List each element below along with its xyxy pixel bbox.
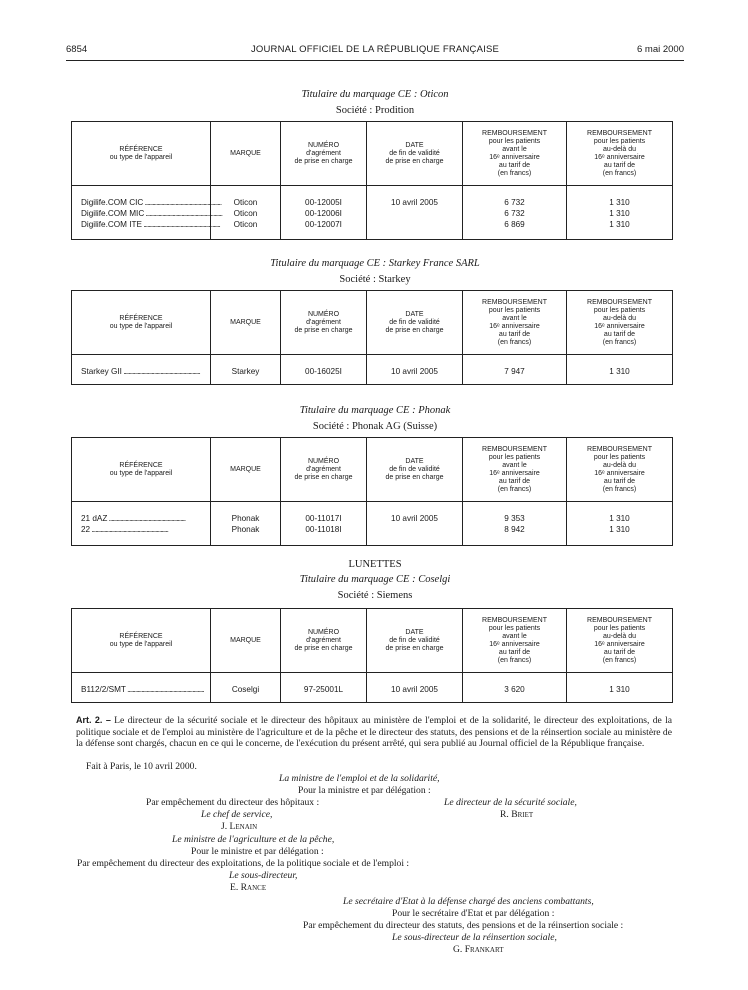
table-row-date	[367, 197, 462, 208]
cell-date	[367, 673, 463, 703]
table-row-apres	[567, 219, 672, 230]
header-line: DATE	[405, 628, 424, 636]
header-line: ou type de l'appareil	[109, 322, 173, 330]
header-line: REMBOURSEMENT	[587, 298, 652, 306]
reference-value: B112/2/SMT	[81, 685, 126, 694]
table-row-reference	[81, 684, 210, 695]
cell-reference	[72, 673, 211, 703]
table-row-reference	[81, 219, 220, 230]
header-line: pour les patients	[488, 137, 541, 145]
apres-value: 1 310	[609, 525, 630, 534]
reference-value: Starkey GII	[81, 367, 122, 376]
sig-directeur-securite-sociale: Le directeur de la sécurité sociale,	[444, 797, 577, 808]
leader-dots: ............................................................	[90, 525, 168, 534]
table-row-avant	[463, 513, 566, 524]
column-header-remb-apres	[567, 122, 673, 186]
header-line: (en francs)	[497, 656, 532, 664]
cell-marque	[211, 355, 281, 385]
table-row-date	[367, 208, 462, 219]
column-header-reference	[72, 438, 211, 502]
cell-reference	[72, 186, 222, 240]
table-row-date	[367, 219, 462, 230]
table-row-reference	[81, 524, 210, 535]
table-row-numero	[281, 197, 366, 208]
header-rule	[66, 60, 684, 61]
header-line: avant le	[502, 314, 527, 322]
cell-apres	[567, 186, 673, 240]
header-line: (en francs)	[602, 656, 637, 664]
sig-empechement-hopitaux: Par empêchement du directeur des hôpitaux :	[146, 797, 320, 808]
body-row	[72, 355, 673, 385]
header-line: de fin de validité	[389, 465, 440, 473]
header-line: DATE	[405, 141, 424, 149]
header-line: DATE	[405, 310, 424, 318]
header-line: 16ᵉ anniversaire	[594, 153, 645, 161]
table-row-apres	[567, 524, 672, 535]
marque-value: Starkey	[231, 367, 260, 376]
numero-value: 00-12005I	[305, 198, 342, 207]
column-header-reference	[72, 122, 211, 186]
table-row-apres	[567, 366, 672, 377]
header-line: NUMÉRO	[307, 457, 340, 465]
date-value: 10 avril 2005	[391, 198, 438, 207]
table-row-numero	[281, 208, 366, 219]
table-row-avant	[463, 197, 566, 208]
leader-dots: ............................................................	[144, 209, 222, 218]
header-line: au tarif de	[498, 330, 531, 338]
reference-value: Digilife.COM MIC	[81, 209, 145, 218]
societe-caption: Société : Prodition	[335, 105, 415, 116]
apres-value: 1 310	[609, 685, 630, 694]
header-line: d'agrément	[306, 318, 341, 326]
avant-value: 7 947	[504, 367, 525, 376]
sig-empechement-statuts: Par empêchement du directeur des statuts, des pensions et de la réinsertion sociale :	[303, 920, 624, 931]
cell-numero	[281, 673, 367, 703]
numero-value: 97-25001L	[303, 685, 344, 694]
header-line: RÉFÉRENCE	[119, 632, 163, 640]
header-line: de prise en charge	[385, 157, 444, 165]
avant-value: 6 869	[504, 220, 525, 229]
cell-avant	[463, 502, 567, 546]
cell-avant	[463, 673, 567, 703]
header-line: MARQUE	[230, 636, 261, 644]
header-line: REMBOURSEMENT	[482, 129, 547, 137]
table-row-apres	[567, 513, 672, 524]
sig-name-frankart: G. Frankart	[453, 944, 504, 955]
cell-avant	[463, 355, 567, 385]
header-line: au tarif de	[603, 161, 636, 169]
table-row-date	[367, 524, 462, 535]
table-row-date	[367, 513, 462, 524]
sig-name-lenain: J. Lenain	[221, 821, 258, 832]
marque-value: Coselgi	[231, 685, 260, 694]
sig-name-briet: R. Briet	[500, 809, 534, 820]
header-line: REMBOURSEMENT	[587, 129, 652, 137]
titulaire-caption: Titulaire du marquage CE : Oticon	[301, 89, 449, 100]
societe-caption: Société : Phonak AG (Suisse)	[312, 421, 438, 432]
avant-value: 6 732	[504, 209, 525, 218]
column-header-numero	[281, 609, 367, 673]
header-line: pour les patients	[593, 624, 646, 632]
leader-dots: ............................................................	[143, 198, 222, 207]
header-line: au tarif de	[498, 477, 531, 485]
header-line: au tarif de	[603, 477, 636, 485]
cell-reference	[72, 355, 211, 385]
header-line: REMBOURSEMENT	[587, 616, 652, 624]
header-line: 16ᵉ anniversaire	[594, 640, 645, 648]
cell-apres	[567, 502, 673, 546]
table-row-numero	[281, 684, 366, 695]
table-row-numero	[281, 219, 366, 230]
header-line: avant le	[502, 145, 527, 153]
avant-value: 8 942	[504, 525, 525, 534]
header-row	[72, 438, 673, 502]
cell-apres	[567, 673, 673, 703]
leader-dots: ............................................................	[107, 514, 186, 523]
table-row-numero	[281, 513, 366, 524]
header-line: MARQUE	[230, 318, 261, 326]
avant-value: 9 353	[504, 514, 525, 523]
table-row-marque	[211, 684, 280, 695]
column-header-date	[367, 122, 463, 186]
header-line: REMBOURSEMENT	[587, 445, 652, 453]
column-header-marque	[211, 291, 281, 355]
header-line: avant le	[502, 461, 527, 469]
table-row-date	[367, 684, 462, 695]
header-line: DATE	[405, 457, 424, 465]
numero-value: 00-12007I	[305, 220, 342, 229]
header-line: de prise en charge	[294, 644, 353, 652]
header-line: de prise en charge	[385, 473, 444, 481]
column-header-remb-avant	[463, 122, 567, 186]
leader-dots: ............................................................	[125, 685, 204, 694]
header-line: de prise en charge	[385, 326, 444, 334]
header-line: 16ᵉ anniversaire	[489, 640, 540, 648]
header-line: au-delà du	[602, 145, 637, 153]
header-line: de prise en charge	[294, 157, 353, 165]
header-row	[72, 122, 673, 186]
sig-delegation-2: Pour le ministre et par délégation :	[191, 846, 324, 857]
header-line: d'agrément	[306, 465, 341, 473]
column-header-numero	[281, 122, 367, 186]
cell-marque	[211, 502, 281, 546]
cell-numero	[281, 355, 367, 385]
table-row-marque	[211, 366, 280, 377]
cell-numero	[281, 186, 367, 240]
numero-value: 00-11017I	[305, 514, 342, 523]
reference-value: 21 dAZ	[81, 514, 108, 523]
cell-date	[367, 502, 463, 546]
apres-value: 1 310	[609, 220, 630, 229]
table-row-reference	[81, 197, 222, 208]
sig-ministre-agriculture: Le ministre de l'agriculture et de la pêche,	[172, 834, 335, 845]
header-line: au tarif de	[498, 648, 531, 656]
table-row-avant	[463, 208, 566, 219]
header-line: RÉFÉRENCE	[119, 314, 163, 322]
header-line: (en francs)	[497, 338, 532, 346]
section-heading: LUNETTES	[348, 559, 402, 570]
marque-value: Phonak	[231, 514, 260, 523]
column-header-date	[367, 438, 463, 502]
column-header-marque	[211, 122, 281, 186]
fait-a-paris: Fait à Paris, le 10 avril 2000.	[86, 761, 197, 772]
journal-title: JOURNAL OFFICIEL DE LA RÉPUBLIQUE FRANÇAISE	[250, 44, 500, 55]
marque-value: Oticon	[233, 220, 258, 229]
cell-apres	[567, 355, 673, 385]
date-value: 10 avril 2005	[391, 514, 438, 523]
header-line: au tarif de	[603, 648, 636, 656]
device-table	[71, 290, 673, 385]
date-value: 10 avril 2005	[391, 367, 438, 376]
device-table	[71, 121, 673, 240]
header-line: d'agrément	[306, 149, 341, 157]
running-header	[66, 44, 684, 58]
numero-value: 00-16025I	[305, 367, 342, 376]
table-row-avant	[463, 366, 566, 377]
column-header-remb-avant	[463, 291, 567, 355]
header-row	[72, 609, 673, 673]
header-line: REMBOURSEMENT	[482, 445, 547, 453]
header-line: ou type de l'appareil	[109, 469, 173, 477]
table-row-reference	[81, 366, 210, 377]
numero-value: 00-12006I	[305, 209, 342, 218]
sig-delegation-3: Pour le secrétaire d'Etat et par délégation :	[392, 908, 555, 919]
header-line: de fin de validité	[389, 318, 440, 326]
header-line: au tarif de	[498, 161, 531, 169]
header-line: NUMÉRO	[307, 141, 340, 149]
table-row-marque	[211, 513, 280, 524]
table-row-marque	[211, 524, 280, 535]
device-table	[71, 437, 673, 546]
table-row-numero	[281, 524, 366, 535]
header-line: REMBOURSEMENT	[482, 616, 547, 624]
table-row-marque	[211, 219, 280, 230]
marque-value: Oticon	[233, 198, 258, 207]
header-line: (en francs)	[602, 485, 637, 493]
header-line: ou type de l'appareil	[109, 153, 173, 161]
column-header-marque	[211, 438, 281, 502]
cell-avant	[463, 186, 567, 240]
reference-value: 22	[81, 525, 91, 534]
header-line: pour les patients	[488, 306, 541, 314]
avant-value: 3 620	[504, 685, 525, 694]
societe-caption: Société : Starkey	[339, 274, 411, 285]
article-text: Le directeur de la sécurité sociale et le directeur des hôpitaux au ministère de l'emploi et de la solidarité, le directeur des exploitations, de la politique sociale et de l'emploi au ministère de l'agriculture et de la pêche et le directeur des statuts, des pensions et de la réinsertion sociale au ministère de la défense sont chargés, chacun en ce qui le concerne, de l'exécution du présent arrêté, qui sera publié au Journal officiel de la République française.	[76, 715, 672, 750]
header-line: (en francs)	[602, 338, 637, 346]
header-line: au-delà du	[602, 632, 637, 640]
header-line: MARQUE	[230, 465, 261, 473]
titulaire-caption: Titulaire du marquage CE : Starkey France SARL	[270, 258, 480, 269]
header-line: au-delà du	[602, 314, 637, 322]
titulaire-caption: Titulaire du marquage CE : Phonak	[299, 405, 451, 416]
table-row-reference	[81, 208, 222, 219]
header-line: de fin de validité	[389, 149, 440, 157]
sig-chef-service: Le chef de service,	[201, 809, 273, 820]
header-row	[72, 291, 673, 355]
marque-value: Phonak	[231, 525, 260, 534]
leader-dots: ............................................................	[141, 220, 220, 229]
header-line: (en francs)	[497, 169, 532, 177]
column-header-remb-apres	[567, 609, 673, 673]
sig-delegation-1: Pour la ministre et par délégation :	[298, 785, 431, 796]
header-line: d'agrément	[306, 636, 341, 644]
column-header-reference	[72, 609, 211, 673]
cell-date	[367, 186, 463, 240]
table-row-apres	[567, 197, 672, 208]
header-line: NUMÉRO	[307, 310, 340, 318]
date-value: 10 avril 2005	[391, 685, 438, 694]
header-line: RÉFÉRENCE	[119, 145, 163, 153]
header-line: avant le	[502, 632, 527, 640]
table-row-reference	[81, 513, 210, 524]
body-row	[72, 186, 673, 240]
column-header-remb-apres	[567, 291, 673, 355]
apres-value: 1 310	[609, 209, 630, 218]
table-row-numero	[281, 366, 366, 377]
column-header-marque	[211, 609, 281, 673]
cell-marque	[211, 673, 281, 703]
header-line: (en francs)	[602, 169, 637, 177]
sig-secretaire-etat: Le secrétaire d'Etat à la défense chargé des anciens combattants,	[343, 896, 594, 907]
column-header-numero	[281, 291, 367, 355]
header-line: 16ᵉ anniversaire	[489, 322, 540, 330]
table-row-avant	[463, 684, 566, 695]
header-line: de fin de validité	[389, 636, 440, 644]
header-line: de prise en charge	[294, 473, 353, 481]
column-header-numero	[281, 438, 367, 502]
page-number: 6854	[66, 44, 88, 55]
cell-reference	[72, 502, 211, 546]
sig-name-rance: E. Rance	[230, 882, 267, 893]
device-table	[71, 608, 673, 703]
header-line: pour les patients	[488, 453, 541, 461]
article-2	[76, 715, 672, 750]
header-line: 16ᵉ anniversaire	[489, 469, 540, 477]
apres-value: 1 310	[609, 198, 630, 207]
sig-ministre-emploi: La ministre de l'emploi et de la solidarité,	[279, 773, 440, 784]
table-row-marque	[211, 197, 280, 208]
header-line: 16ᵉ anniversaire	[594, 469, 645, 477]
header-line: RÉFÉRENCE	[119, 461, 163, 469]
societe-caption: Société : Siemens	[337, 590, 413, 601]
avant-value: 6 732	[504, 198, 525, 207]
cell-numero	[281, 502, 367, 546]
column-header-remb-apres	[567, 438, 673, 502]
header-line: (en francs)	[497, 485, 532, 493]
apres-value: 1 310	[609, 514, 630, 523]
header-line: au tarif de	[603, 330, 636, 338]
header-line: de prise en charge	[385, 644, 444, 652]
column-header-date	[367, 291, 463, 355]
table-row-date	[367, 366, 462, 377]
header-line: pour les patients	[593, 453, 646, 461]
header-line: MARQUE	[230, 149, 261, 157]
reference-value: Digilife.COM CIC	[81, 198, 144, 207]
column-header-date	[367, 609, 463, 673]
table-row-apres	[567, 684, 672, 695]
header-line: au-delà du	[602, 461, 637, 469]
column-header-remb-avant	[463, 438, 567, 502]
body-row	[72, 673, 673, 703]
leader-dots: ............................................................	[121, 367, 200, 376]
titulaire-caption: Titulaire du marquage CE : Coselgi	[299, 574, 451, 585]
header-line: de prise en charge	[294, 326, 353, 334]
header-line: pour les patients	[593, 137, 646, 145]
sig-sous-directeur: Le sous-directeur,	[229, 870, 298, 881]
column-header-remb-avant	[463, 609, 567, 673]
marque-value: Oticon	[233, 209, 258, 218]
table-row-apres	[567, 208, 672, 219]
header-line: REMBOURSEMENT	[482, 298, 547, 306]
header-line: NUMÉRO	[307, 628, 340, 636]
issue-date: 6 mai 2000	[636, 44, 684, 55]
article-number: Art. 2. –	[76, 715, 111, 725]
header-line: 16ᵉ anniversaire	[594, 322, 645, 330]
sig-sous-directeur-reinsertion: Le sous-directeur de la réinsertion sociale,	[392, 932, 557, 943]
sig-empechement-exploitations: Par empêchement du directeur des exploitations, de la politique sociale et de l'emploi :	[77, 858, 410, 869]
header-line: ou type de l'appareil	[109, 640, 173, 648]
numero-value: 00-11018I	[305, 525, 342, 534]
column-header-reference	[72, 291, 211, 355]
apres-value: 1 310	[609, 367, 630, 376]
header-line: pour les patients	[488, 624, 541, 632]
table-row-avant	[463, 524, 566, 535]
reference-value: Digilife.COM ITE	[81, 220, 142, 229]
table-row-avant	[463, 219, 566, 230]
header-line: 16ᵉ anniversaire	[489, 153, 540, 161]
header-line: pour les patients	[593, 306, 646, 314]
body-row	[72, 502, 673, 546]
cell-date	[367, 355, 463, 385]
